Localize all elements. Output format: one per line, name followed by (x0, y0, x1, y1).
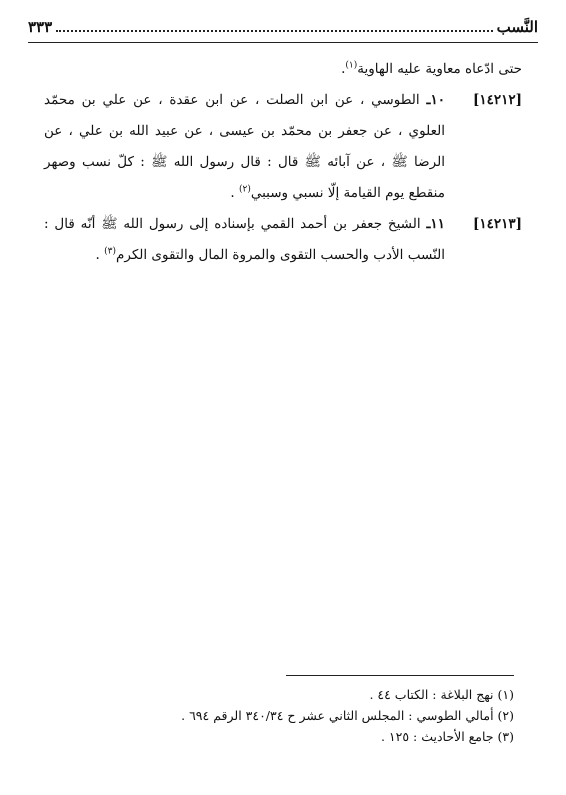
hadith-end: . (95, 247, 100, 263)
footnotes (40, 684, 514, 747)
page-number: ٣٣٣ (28, 18, 53, 36)
hadith-body: الطوسي ، عن ابن الصلت ، عن ابن عقدة ، عن علي بن محمّد العلوي ، عن جعفر بن محمّد بن عيسى ، عن عبيد الله بن علي ، عن الرضا ﷺ ، عن آبائه ﷺ قال : قال رسول الله ﷺ : كلّ نسب وصهر منقطع يوم القيامة إلّا نسبي وسببي (44, 92, 445, 201)
hadith-number: [١٤٢١٢] (472, 92, 522, 108)
hadith-lead: ١٠ـ (426, 92, 445, 108)
hadith-body: الشيخ جعفر بن أحمد القمي بإسناده إلى رسول الله ﷺ أنّه قال : النّسب الأدب والحسب التقوى والمروة المال والتقوى الكرم (44, 216, 445, 263)
hadith-entry-11 (44, 209, 522, 271)
page-body (44, 54, 522, 271)
footnote-ref-1: (١) (345, 60, 358, 71)
footnote-1: (١) نهج البلاغة : الكتاب ٤٤ . (369, 687, 514, 702)
footnote-3: (٣) جامع الأحاديث : ١٢٥ . (380, 729, 514, 744)
header-rule (28, 42, 538, 43)
hadith-text (44, 209, 445, 271)
footnote-2: (٢) أمالي الطوسي : المجلس الثاني عشر ح ٣٤٠/٣٤ الرقم ٦٩٤ . (181, 708, 514, 723)
dotted-leader (56, 18, 492, 32)
hadith-end: . (230, 185, 235, 201)
opening-text: حتى ادّعاه معاوية عليه الهاوية (357, 61, 522, 77)
footnote-rule (286, 675, 514, 676)
hadith-number: [١٤٢١٣] (472, 216, 522, 232)
footnote-ref-3: (٣) (104, 246, 117, 257)
hadith-lead: ١١ـ (426, 216, 445, 232)
footnote-ref-2: (٢) (238, 184, 251, 195)
hadith-entry-10 (44, 85, 522, 209)
running-title: النَّسب (496, 18, 538, 36)
opening-end: . (341, 61, 346, 77)
opening-paragraph (44, 54, 522, 85)
page-header (28, 18, 538, 42)
hadith-text (44, 85, 445, 209)
